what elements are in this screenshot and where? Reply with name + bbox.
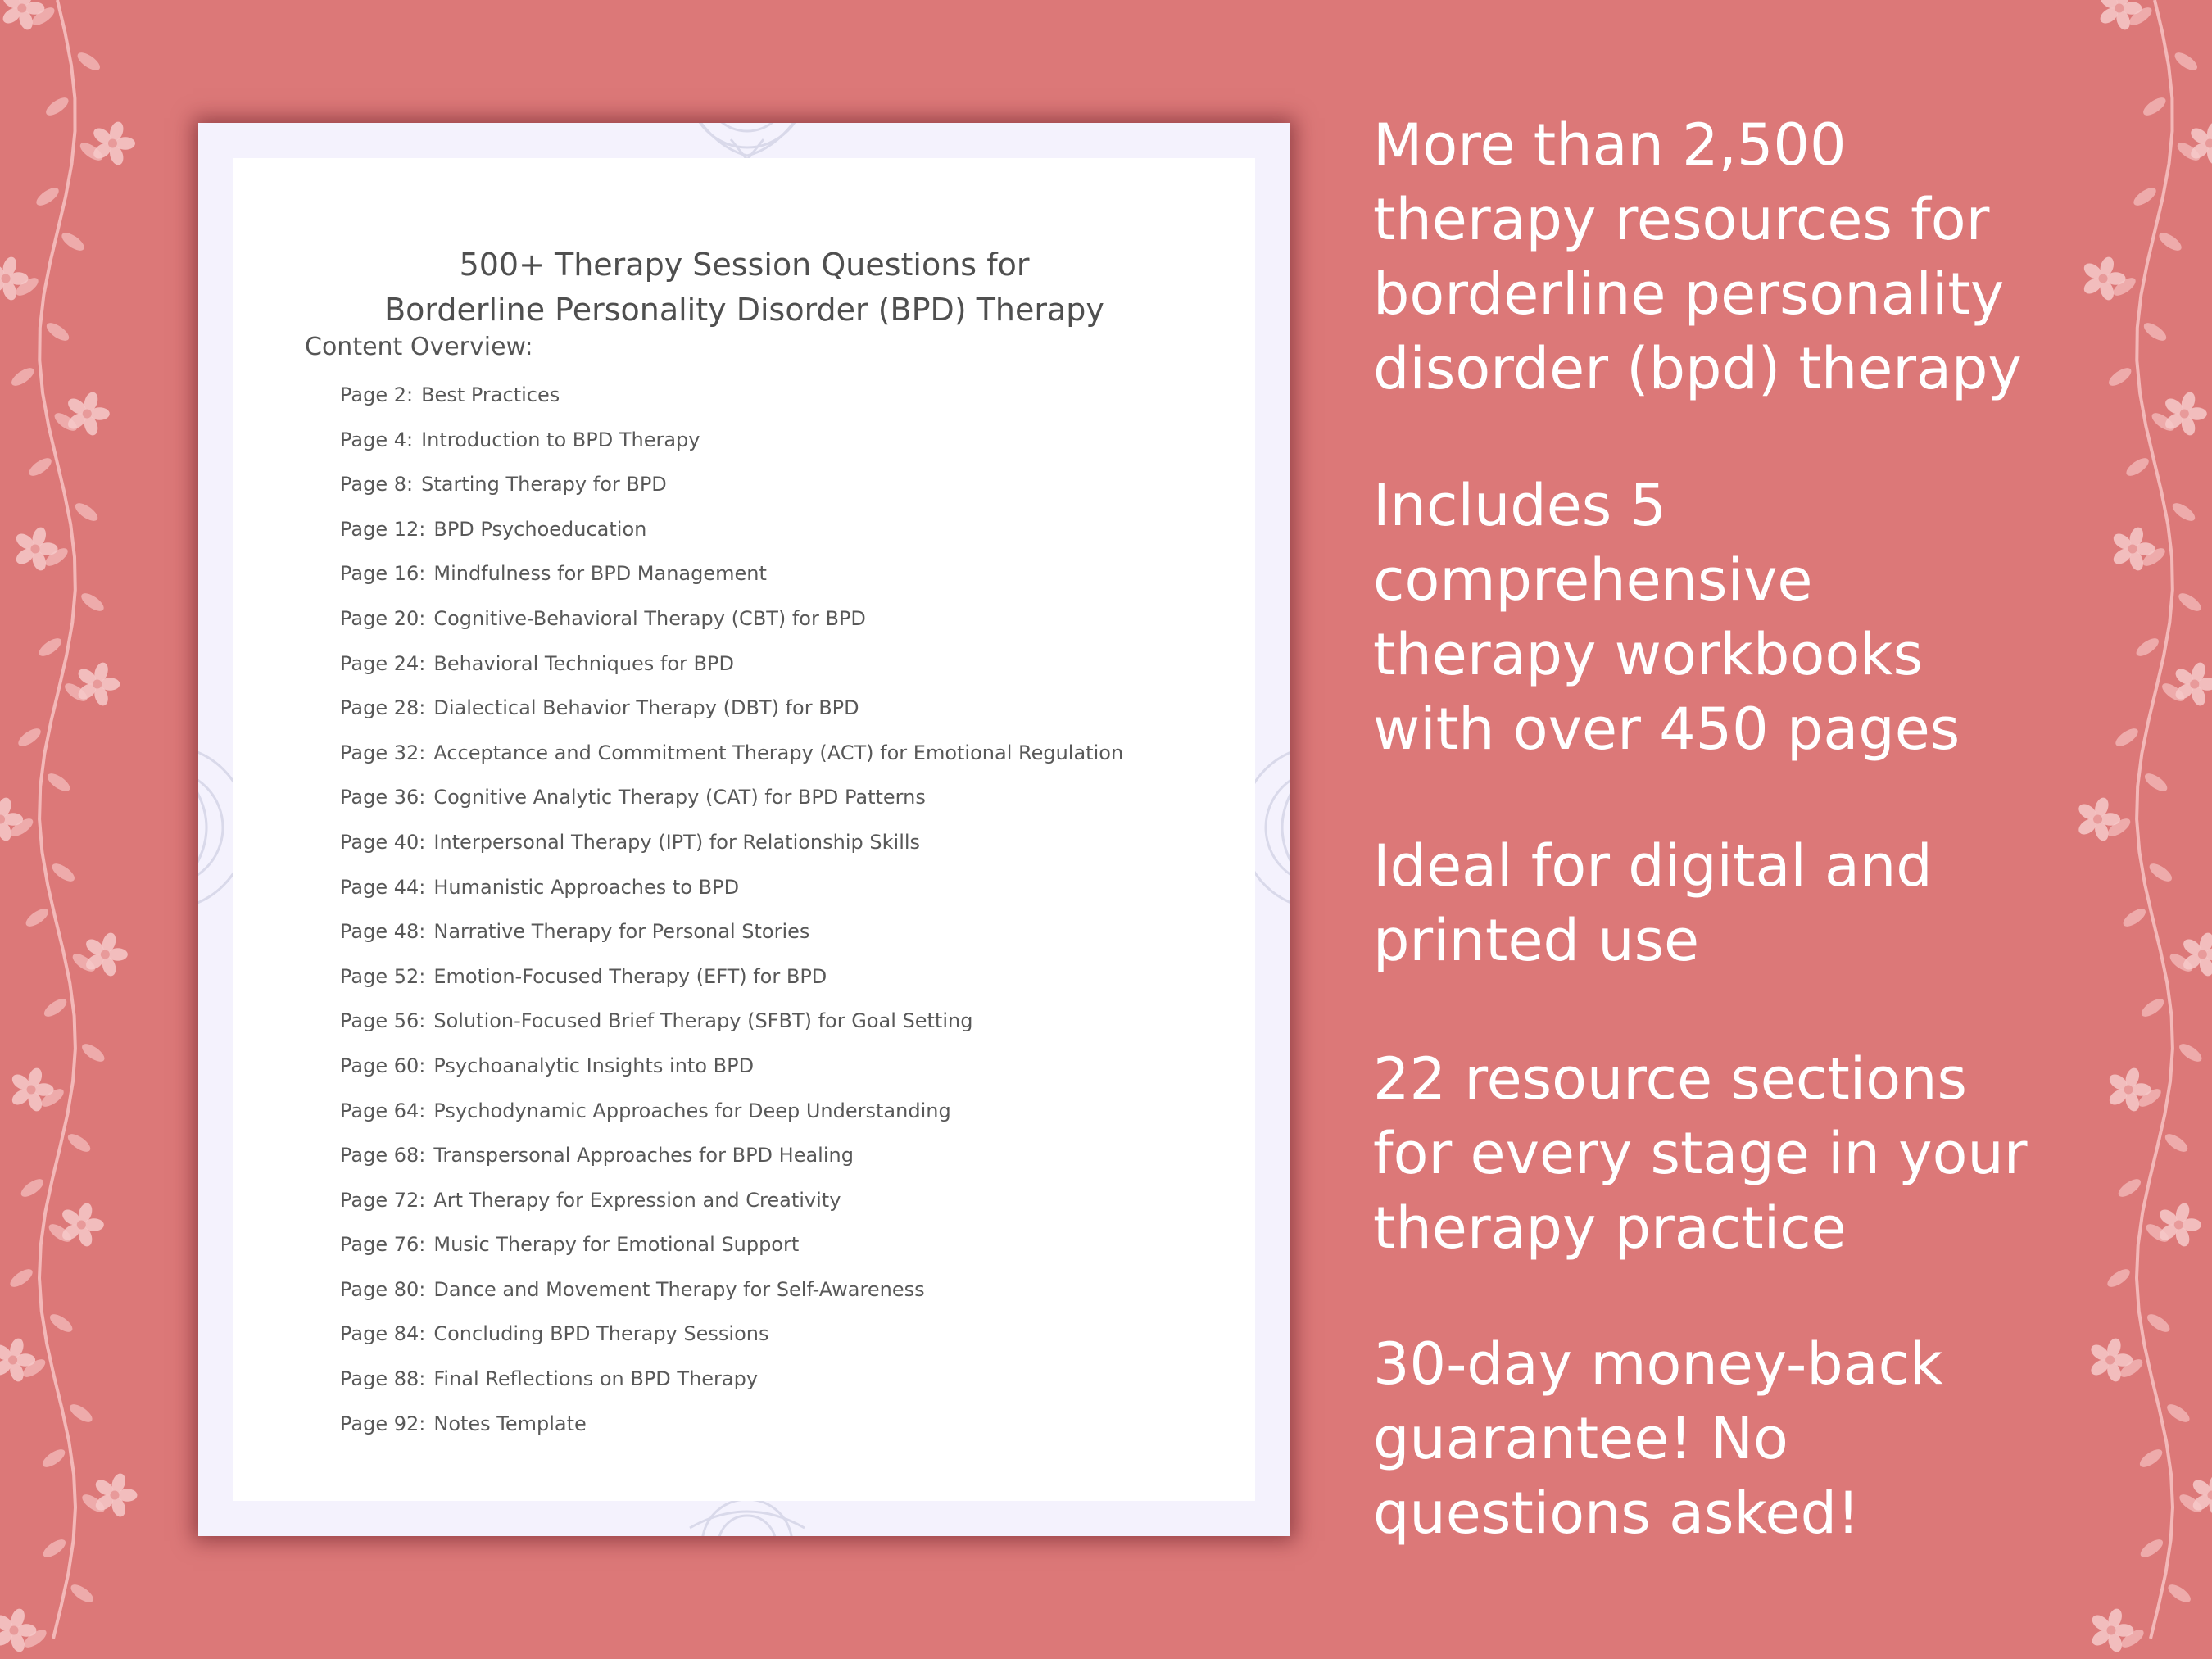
toc-entry bbox=[340, 876, 1123, 921]
toc-entry bbox=[340, 1233, 1123, 1278]
toc-page-number: Page 48: bbox=[340, 920, 426, 944]
toc-page-number: Page 8: bbox=[340, 473, 414, 496]
toc-page-number: Page 40: bbox=[340, 830, 426, 854]
toc-page-number: Page 4: bbox=[340, 428, 414, 451]
toc-entry bbox=[340, 920, 1123, 965]
feature-workbooks bbox=[1373, 469, 1960, 767]
toc-entry bbox=[340, 1278, 1123, 1323]
toc-page-number: Page 68: bbox=[340, 1144, 426, 1167]
toc-section-title: Psychoanalytic Insights into BPD bbox=[433, 1054, 755, 1077]
toc-section-title: Dance and Movement Therapy for Self-Awareness bbox=[433, 1277, 925, 1301]
feature-text-line: Ideal for digital and bbox=[1373, 832, 1933, 900]
toc-section-title: Cognitive-Behavioral Therapy (CBT) for BPD bbox=[433, 606, 866, 630]
toc-page-number: Page 52: bbox=[340, 964, 426, 988]
toc-entry bbox=[340, 741, 1123, 786]
content-overview-label: Content Overview: bbox=[305, 333, 533, 361]
feature-resource-sections bbox=[1373, 1042, 2028, 1266]
toc-section-title: Emotion-Focused Therapy (EFT) for BPD bbox=[433, 964, 827, 988]
toc-entry bbox=[340, 1009, 1123, 1054]
document-title-line-1: 500+ Therapy Session Questions for bbox=[459, 247, 1030, 283]
feature-text-line: disorder (bpd) therapy bbox=[1373, 335, 2022, 402]
toc-page-number: Page 16: bbox=[340, 562, 426, 586]
toc-entry bbox=[340, 831, 1123, 876]
toc-entry bbox=[340, 652, 1123, 697]
toc-page-number: Page 92: bbox=[340, 1412, 426, 1435]
toc-entry bbox=[340, 786, 1123, 831]
mandala-ornament-right bbox=[1249, 696, 1290, 959]
toc-page-number: Page 12: bbox=[340, 517, 426, 541]
toc-entry bbox=[340, 473, 1123, 518]
mandala-ornament-bottom bbox=[583, 1495, 911, 1536]
floral-vine-left bbox=[0, 0, 152, 1659]
toc-page-number: Page 72: bbox=[340, 1188, 426, 1212]
toc-entry bbox=[340, 1367, 1123, 1412]
feature-text-line: therapy practice bbox=[1373, 1194, 1847, 1262]
document-preview bbox=[198, 123, 1290, 1536]
toc-section-title: Music Therapy for Emotional Support bbox=[433, 1233, 800, 1257]
toc-section-title: Behavioral Techniques for BPD bbox=[433, 651, 734, 675]
toc-section-title: Narrative Therapy for Personal Stories bbox=[433, 920, 810, 944]
feature-text-line: with over 450 pages bbox=[1373, 696, 1960, 763]
toc-section-title: Dialectical Behavior Therapy (DBT) for BPD bbox=[433, 696, 859, 720]
document-title bbox=[233, 243, 1255, 333]
toc-section-title: Final Reflections on BPD Therapy bbox=[433, 1367, 759, 1391]
toc-page-number: Page 32: bbox=[340, 741, 426, 764]
toc-section-title: Transpersonal Approaches for BPD Healing bbox=[433, 1144, 854, 1167]
toc-page-number: Page 56: bbox=[340, 1009, 426, 1033]
floral-vine-right bbox=[2060, 0, 2212, 1659]
toc-entry bbox=[340, 1322, 1123, 1367]
feature-text-line: therapy workbooks bbox=[1373, 621, 1924, 688]
toc-page-number: Page 24: bbox=[340, 651, 426, 675]
document-title-line-2: Borderline Personality Disorder (BPD) Therapy bbox=[384, 292, 1104, 328]
feature-text-line: borderline personality bbox=[1373, 261, 2005, 328]
toc-section-title: Art Therapy for Expression and Creativity bbox=[433, 1188, 841, 1212]
feature-text-line: comprehensive bbox=[1373, 546, 1813, 614]
toc-entry bbox=[340, 1412, 1123, 1457]
toc-entry bbox=[340, 428, 1123, 474]
toc-entry bbox=[340, 383, 1123, 428]
feature-digital-print bbox=[1373, 829, 1933, 978]
toc-page-number: Page 36: bbox=[340, 786, 426, 809]
toc-section-title: Acceptance and Commitment Therapy (ACT) for Emotional Regulation bbox=[433, 741, 1124, 764]
toc-section-title: Cognitive Analytic Therapy (CAT) for BPD Patterns bbox=[433, 786, 926, 809]
toc-entry bbox=[340, 518, 1123, 563]
toc-entry bbox=[340, 562, 1123, 607]
toc-page-number: Page 84: bbox=[340, 1322, 426, 1346]
feature-text-line: questions asked! bbox=[1373, 1480, 1861, 1547]
feature-text-line: 30-day money-back bbox=[1373, 1330, 1943, 1398]
toc-section-title: Notes Template bbox=[433, 1412, 587, 1435]
feature-text-line: More than 2,500 bbox=[1373, 111, 1847, 179]
feature-guarantee bbox=[1373, 1327, 1943, 1551]
toc-page-number: Page 20: bbox=[340, 606, 426, 630]
toc-section-title: Introduction to BPD Therapy bbox=[421, 428, 700, 451]
feature-text-line: for every stage in your bbox=[1373, 1120, 2028, 1187]
toc-section-title: Solution-Focused Brief Therapy (SFBT) for Goal Setting bbox=[433, 1009, 973, 1033]
toc-page-number: Page 60: bbox=[340, 1054, 426, 1077]
toc-entry bbox=[340, 1189, 1123, 1234]
feature-text-line: printed use bbox=[1373, 907, 1700, 974]
table-of-contents bbox=[340, 383, 1123, 1457]
toc-section-title: Best Practices bbox=[421, 383, 560, 406]
feature-text-line: 22 resource sections bbox=[1373, 1045, 1967, 1113]
toc-page-number: Page 2: bbox=[340, 383, 414, 406]
toc-page-number: Page 44: bbox=[340, 875, 426, 899]
toc-entry bbox=[340, 1144, 1123, 1189]
toc-section-title: Interpersonal Therapy (IPT) for Relationship Skills bbox=[433, 830, 921, 854]
feature-text-line: Includes 5 bbox=[1373, 472, 1667, 539]
toc-page-number: Page 64: bbox=[340, 1099, 426, 1122]
toc-entry bbox=[340, 965, 1123, 1010]
toc-section-title: Psychodynamic Approaches for Deep Understanding bbox=[433, 1099, 951, 1122]
toc-page-number: Page 28: bbox=[340, 696, 426, 720]
toc-section-title: Starting Therapy for BPD bbox=[421, 473, 667, 496]
toc-section-title: BPD Psychoeducation bbox=[433, 517, 647, 541]
toc-page-number: Page 80: bbox=[340, 1277, 426, 1301]
toc-page-number: Page 76: bbox=[340, 1233, 426, 1257]
toc-section-title: Mindfulness for BPD Management bbox=[433, 562, 767, 586]
toc-page-number: Page 88: bbox=[340, 1367, 426, 1391]
feature-text-line: therapy resources for bbox=[1373, 186, 1990, 253]
toc-entry bbox=[340, 1054, 1123, 1099]
toc-entry bbox=[340, 1099, 1123, 1145]
toc-section-title: Concluding BPD Therapy Sessions bbox=[433, 1322, 769, 1346]
toc-entry bbox=[340, 696, 1123, 741]
feature-text-line: guarantee! No bbox=[1373, 1405, 1788, 1472]
feature-resources-count bbox=[1373, 108, 2022, 406]
toc-section-title: Humanistic Approaches to BPD bbox=[433, 875, 740, 899]
toc-entry bbox=[340, 607, 1123, 652]
document-page bbox=[233, 158, 1255, 1501]
